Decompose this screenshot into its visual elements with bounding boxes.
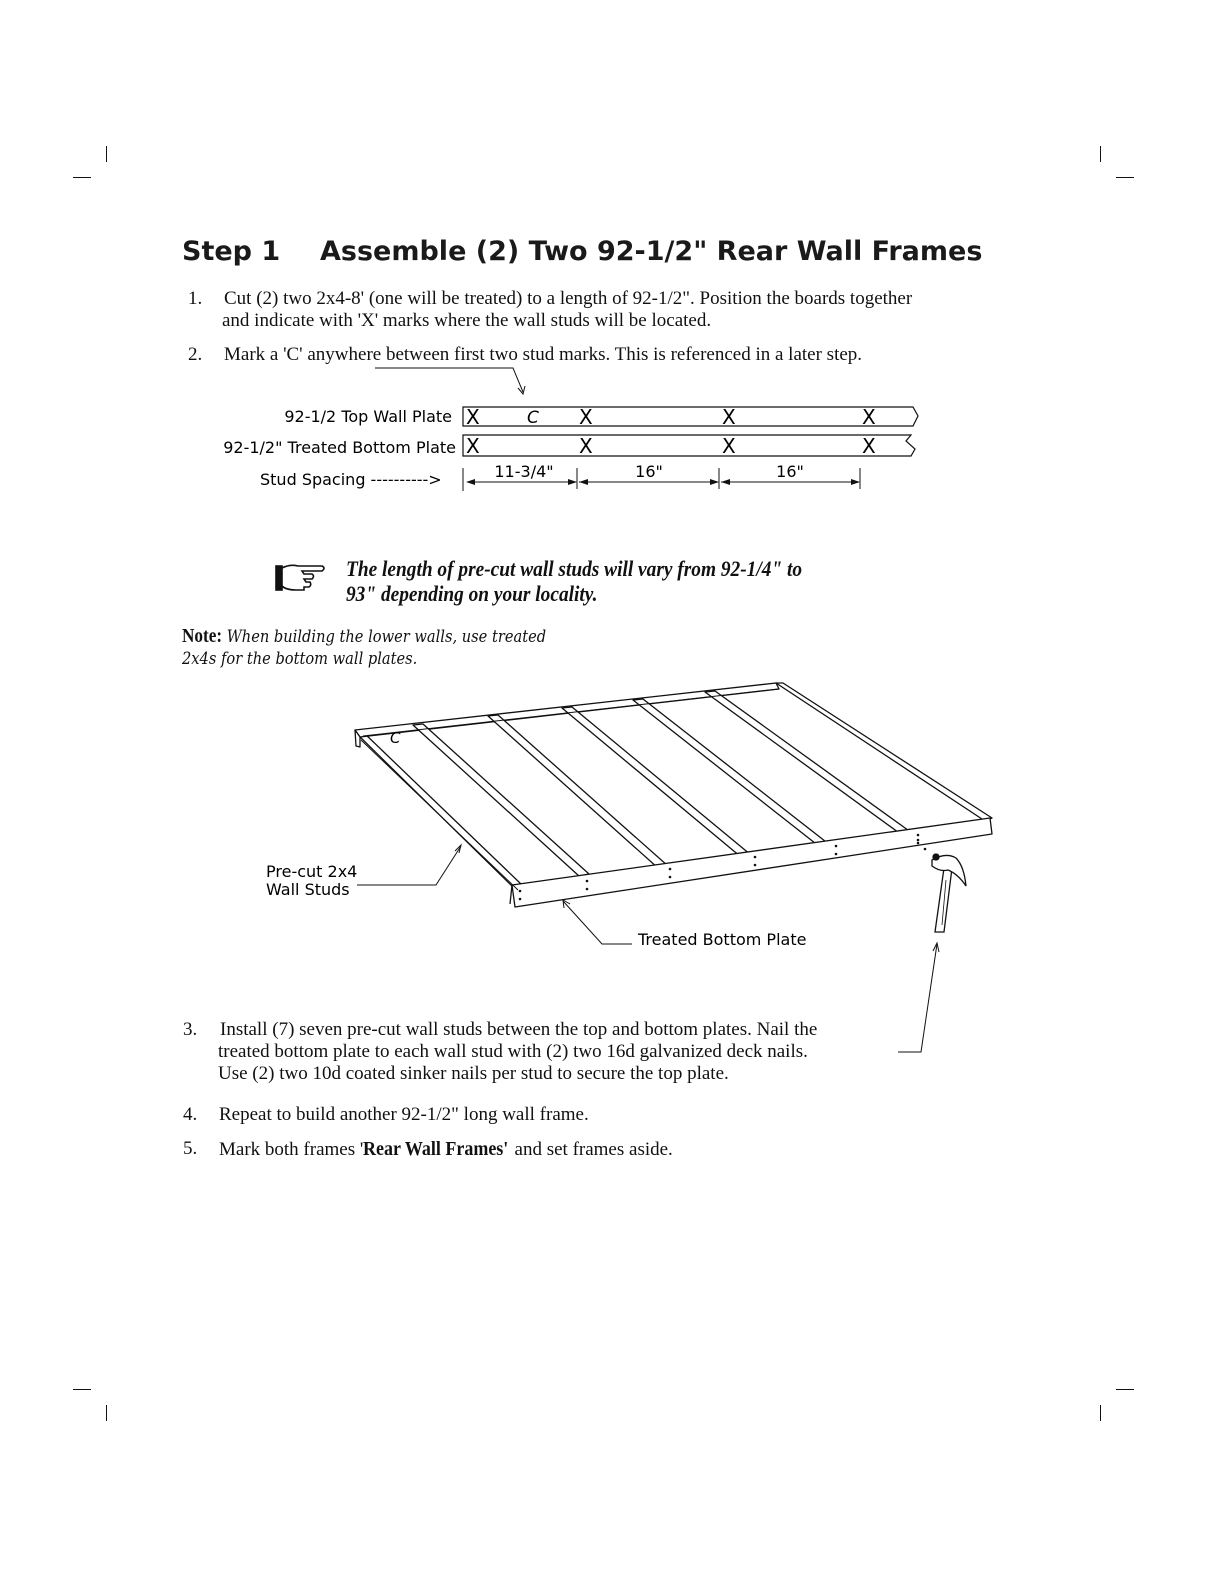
instruction-number: 5. bbox=[183, 1138, 198, 1159]
instruction-text: Cut (2) two 2x4-8' (one will be treated) to a length of 92-1/2". Position the boards together bbox=[224, 288, 913, 309]
stud-mark: X bbox=[579, 434, 593, 458]
frame-center-mark: C bbox=[390, 729, 401, 747]
stud bbox=[633, 699, 830, 847]
stud-mark: X bbox=[722, 405, 736, 429]
top-plate-label: 92-1/2 Top Wall Plate bbox=[284, 407, 452, 426]
stud bbox=[705, 691, 912, 835]
step-number: Step 1 bbox=[182, 236, 281, 267]
end-stud bbox=[356, 732, 521, 889]
stud-mark: X bbox=[722, 434, 736, 458]
instruction-number: 2. bbox=[188, 344, 203, 365]
spacing-value: 11-3/4" bbox=[494, 462, 554, 481]
stud-mark: X bbox=[579, 405, 593, 429]
note-text: When building the lower walls, use treated bbox=[222, 627, 547, 647]
stud-mark: X bbox=[862, 434, 876, 458]
instruction-text: Install (7) seven pre-cut wall studs between the top and bottom plates. Nail the bbox=[220, 1019, 818, 1040]
stud bbox=[562, 707, 751, 857]
nail-leader bbox=[898, 944, 937, 1052]
instruction-number: 1. bbox=[188, 288, 203, 309]
instruction-text: and indicate with 'X' marks where the wall studs will be located. bbox=[222, 310, 712, 331]
tip-line: The length of pre-cut wall studs will vary from 92-1/4" to bbox=[346, 556, 803, 581]
spacing-value: 16" bbox=[635, 462, 663, 481]
stud bbox=[488, 715, 668, 868]
instruction-text-part: Mark both frames ' bbox=[219, 1139, 364, 1160]
hammer-icon bbox=[932, 854, 966, 932]
instruction-number: 3. bbox=[183, 1019, 198, 1040]
bottom-plate-callout: Treated Bottom Plate bbox=[638, 930, 807, 949]
center-mark: C bbox=[527, 408, 539, 428]
stud-mark: X bbox=[862, 405, 876, 429]
stud-spacing-label: Stud Spacing ----------> bbox=[260, 470, 442, 489]
tip-line: 93" depending on your locality. bbox=[346, 581, 598, 606]
instruction-text: Repeat to build another 92-1/2" long wall frame. bbox=[219, 1104, 589, 1125]
bottom-plate-label: 92-1/2" Treated Bottom Plate bbox=[223, 438, 456, 457]
spacing-value: 16" bbox=[776, 462, 804, 481]
instruction-text-part: and set frames aside. bbox=[509, 1139, 673, 1160]
step-title: Assemble (2) Two 92-1/2" Rear Wall Frames bbox=[320, 236, 983, 267]
stud bbox=[413, 724, 589, 876]
bottom-plate bbox=[512, 818, 992, 907]
instruction-text: Use (2) two 10d coated sinker nails per stud to secure the top plate. bbox=[218, 1063, 729, 1084]
frame-name: Rear Wall Frames' bbox=[363, 1138, 509, 1160]
instruction-text bbox=[219, 1138, 673, 1161]
instruction-text: treated bottom plate to each wall stud with (2) two 16d galvanized deck nails. bbox=[218, 1041, 808, 1062]
bottom-plate-edge bbox=[510, 885, 512, 904]
instruction-number: 4. bbox=[183, 1104, 198, 1125]
bottom-plate-leader bbox=[563, 901, 632, 944]
end-stud bbox=[776, 683, 992, 821]
note-label: Note: bbox=[182, 625, 223, 647]
stud-mark: X bbox=[466, 434, 480, 458]
note-text: 2x4s for the bottom wall plates. bbox=[182, 649, 418, 669]
stud-mark: X bbox=[466, 405, 480, 429]
studs-leader bbox=[357, 846, 461, 885]
studs-label: Wall Studs bbox=[266, 880, 350, 899]
instruction-text: Mark a 'C' anywhere between first two stud marks. This is referenced in a later step. bbox=[224, 344, 863, 365]
studs-label: Pre-cut 2x4 bbox=[266, 862, 358, 881]
